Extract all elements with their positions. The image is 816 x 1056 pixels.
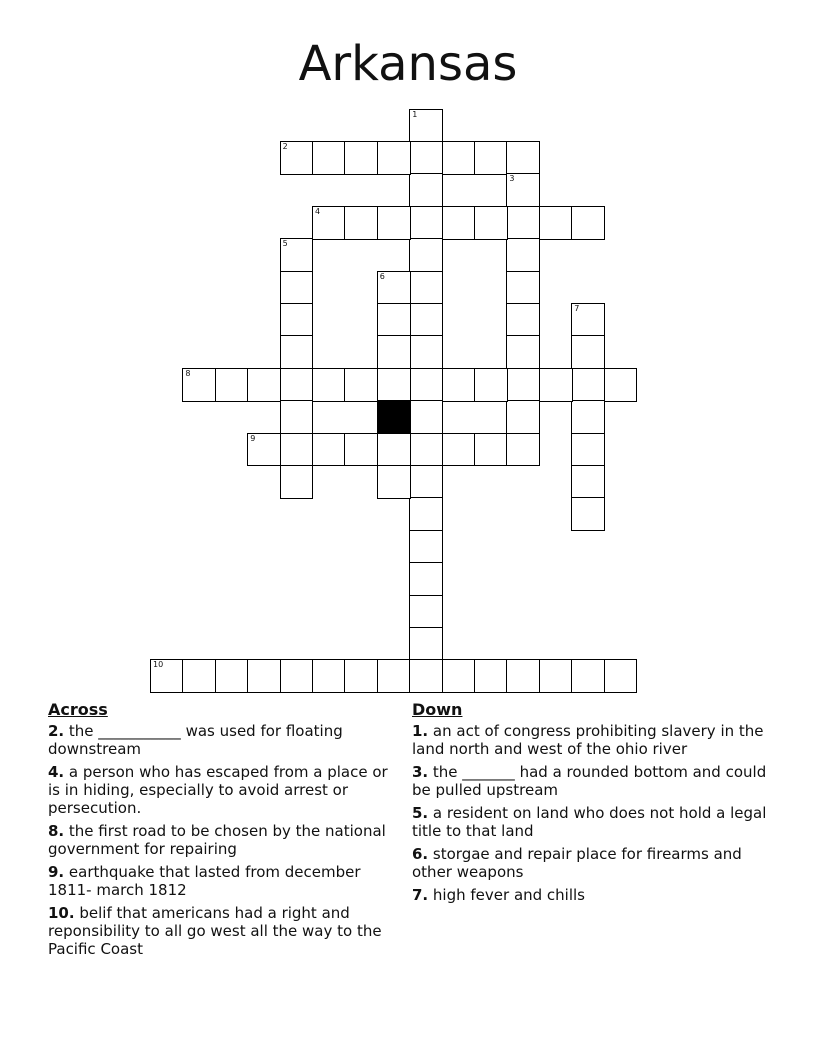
crossword-cell[interactable]	[344, 206, 378, 240]
clue-number: 1.	[412, 722, 429, 740]
crossword-cell[interactable]	[474, 368, 508, 402]
crossword-cell[interactable]	[312, 659, 346, 693]
down-heading: Down	[412, 700, 463, 719]
crossword-cell[interactable]	[506, 335, 540, 369]
across-clue	[48, 822, 393, 858]
crossword-cell[interactable]	[215, 368, 249, 402]
clue-text: an act of congress prohibiting slavery in the land north and west of the ohio river	[412, 722, 764, 758]
crossword-cell[interactable]	[344, 368, 378, 402]
crossword-cell[interactable]	[571, 400, 605, 434]
crossword-cell[interactable]	[280, 335, 314, 369]
crossword-cell[interactable]	[280, 238, 314, 272]
crossword-cell[interactable]	[442, 206, 476, 240]
crossword-cell[interactable]	[604, 368, 638, 402]
crossword-cell[interactable]	[247, 433, 281, 467]
crossword-cell[interactable]	[571, 433, 605, 467]
crossword-cell[interactable]	[280, 368, 314, 402]
crossword-cell[interactable]	[442, 368, 476, 402]
clue-text: the ___________ was used for floating downstream	[48, 722, 343, 758]
clue-text: the first road to be chosen by the national government for repairing	[48, 822, 386, 858]
crossword-cell[interactable]	[506, 368, 540, 402]
crossword-cell[interactable]	[604, 659, 638, 693]
crossword-cell[interactable]	[409, 627, 443, 661]
crossword-cell[interactable]	[409, 271, 443, 305]
clue-number: 3.	[412, 763, 429, 781]
down-clue	[412, 804, 782, 840]
crossword-cell[interactable]	[377, 465, 411, 499]
crossword-cell[interactable]	[247, 368, 281, 402]
crossword-cell[interactable]	[409, 530, 443, 564]
crossword-cell[interactable]	[409, 465, 443, 499]
cell-number: 5	[282, 239, 288, 249]
across-clue	[48, 722, 393, 758]
crossword-cell[interactable]	[312, 206, 346, 240]
crossword-cell[interactable]	[409, 659, 443, 693]
crossword-cell[interactable]	[280, 659, 314, 693]
crossword-cell[interactable]	[280, 433, 314, 467]
clue-text: a resident on land who does not hold a legal title to that land	[412, 804, 767, 840]
crossword-cell[interactable]	[150, 659, 184, 693]
crossword-cell[interactable]	[409, 238, 443, 272]
crossword-cell[interactable]	[571, 303, 605, 337]
crossword-cell[interactable]	[506, 400, 540, 434]
crossword-cell[interactable]	[409, 206, 443, 240]
down-clues	[412, 701, 782, 909]
across-clue	[48, 904, 393, 958]
crossword-cell[interactable]	[377, 141, 411, 175]
crossword-cell[interactable]	[182, 659, 216, 693]
crossword-cell[interactable]	[409, 368, 443, 402]
crossword-cell[interactable]	[506, 433, 540, 467]
clue-number: 9.	[48, 863, 65, 881]
across-clues	[48, 701, 393, 963]
crossword-cell[interactable]	[312, 141, 346, 175]
clue-text: a person who has escaped from a place or is in hiding, especially to avoid arrest or persecution.	[48, 763, 388, 817]
clue-text: the _______ had a rounded bottom and could be pulled upstream	[412, 763, 767, 799]
crossword-cell[interactable]	[474, 206, 508, 240]
crossword-cell[interactable]	[377, 206, 411, 240]
crossword-cell[interactable]	[506, 271, 540, 305]
crossword-cell[interactable]	[571, 465, 605, 499]
clue-number: 4.	[48, 763, 65, 781]
clue-number: 8.	[48, 822, 65, 840]
across-heading: Across	[48, 700, 108, 719]
crossword-cell[interactable]	[182, 368, 216, 402]
crossword-cell[interactable]	[280, 400, 314, 434]
crossword-cell[interactable]	[247, 659, 281, 693]
across-clue-list	[48, 722, 393, 958]
cell-number: 10	[153, 660, 164, 670]
cell-number: 7	[574, 304, 580, 313]
across-clue	[48, 863, 393, 899]
crossword-cell[interactable]	[506, 173, 540, 207]
crossword-cell[interactable]	[280, 465, 314, 499]
crossword-cell[interactable]	[539, 368, 573, 402]
cell-number: 3	[509, 174, 515, 184]
down-clue	[412, 886, 782, 904]
crossword-cell[interactable]	[571, 368, 605, 402]
crossword-cell[interactable]	[280, 141, 314, 175]
crossword-cell[interactable]	[409, 335, 443, 369]
crossword-cell[interactable]	[409, 562, 443, 596]
crossword-cell[interactable]	[506, 303, 540, 337]
crossword-cell[interactable]	[571, 335, 605, 369]
cell-number: 8	[185, 368, 191, 378]
crossword-cell[interactable]	[442, 659, 476, 693]
down-clue	[412, 722, 782, 758]
crossword-cell[interactable]	[442, 141, 476, 175]
down-clue	[412, 763, 782, 799]
crossword-cell[interactable]	[280, 303, 314, 337]
crossword-cell[interactable]	[312, 368, 346, 402]
crossword-cell[interactable]	[506, 206, 540, 240]
clue-number: 6.	[412, 845, 429, 863]
crossword-cell[interactable]	[409, 109, 443, 143]
crossword-cell[interactable]	[539, 659, 573, 693]
clue-text: storgae and repair place for firearms and other weapons	[412, 845, 742, 881]
crossword-cell[interactable]	[377, 271, 411, 305]
crossword-cell[interactable]	[506, 141, 540, 175]
crossword-cell[interactable]	[474, 141, 508, 175]
crossword-cell[interactable]	[442, 433, 476, 467]
crossword-cell[interactable]	[312, 433, 346, 467]
black-square	[377, 400, 411, 434]
cell-number: 4	[315, 206, 321, 216]
crossword-cell[interactable]	[280, 271, 314, 305]
crossword-cell[interactable]	[409, 595, 443, 629]
cell-number: 9	[250, 433, 256, 443]
crossword-cell[interactable]	[377, 303, 411, 337]
crossword-cell[interactable]	[506, 238, 540, 272]
crossword-cell[interactable]	[409, 141, 443, 175]
clue-number: 10.	[48, 904, 75, 922]
crossword-cell[interactable]	[344, 433, 378, 467]
crossword-cell[interactable]	[377, 433, 411, 467]
clue-number: 2.	[48, 722, 65, 740]
clue-number: 5.	[412, 804, 429, 822]
crossword-cell[interactable]	[344, 659, 378, 693]
clue-text: belif that americans had a right and reponsibility to all go west all the way to the Pacific Coast	[48, 904, 382, 958]
page-title: Arkansas	[298, 36, 518, 92]
crossword-cell[interactable]	[377, 368, 411, 402]
crossword-cell[interactable]	[215, 659, 249, 693]
crossword-cell[interactable]	[571, 206, 605, 240]
across-clue	[48, 763, 393, 817]
crossword-cell[interactable]	[539, 206, 573, 240]
crossword-cell[interactable]	[409, 173, 443, 207]
crossword-cell[interactable]	[409, 400, 443, 434]
crossword-cell[interactable]	[409, 433, 443, 467]
cell-number: 1	[412, 109, 418, 119]
crossword-cell[interactable]	[571, 497, 605, 531]
crossword-cell[interactable]	[571, 659, 605, 693]
clue-text: high fever and chills	[432, 886, 586, 904]
crossword-cell[interactable]	[409, 303, 443, 337]
crossword-cell[interactable]	[377, 335, 411, 369]
crossword-cell[interactable]	[474, 433, 508, 467]
clue-text: earthquake that lasted from december 1811- march 1812	[48, 863, 361, 899]
crossword-cell[interactable]	[409, 497, 443, 531]
down-clue	[412, 845, 782, 881]
clue-number: 7.	[412, 886, 429, 904]
crossword-cell[interactable]	[377, 659, 411, 693]
crossword-cell[interactable]	[344, 141, 378, 175]
down-clue-list	[412, 722, 782, 904]
crossword-cell[interactable]	[474, 659, 508, 693]
cell-number: 6	[379, 271, 385, 281]
crossword-cell[interactable]	[506, 659, 540, 693]
cell-number: 2	[282, 142, 288, 151]
